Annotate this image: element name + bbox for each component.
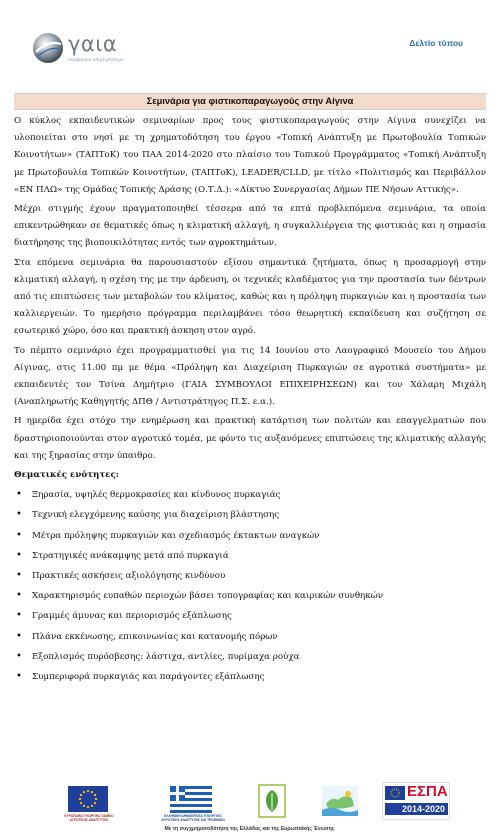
logo-name: γαια <box>68 32 118 56</box>
paragraph: Ο κύκλος εκπαιδευτικών σεμιναρίων προς τους φιστικοπαραγωγούς στην Αίγινα συνεχίζει να υλοποιείται στο νησί με τη χρηματοδότηση του έργου «Τοπική Ανάπτυξη με Πρωτοβουλία Τοπικών Κοινοτήτων» (ΤΑΠΤοΚ) του ΠΑΑ 2014-2020 στο πλαίσιο του Τοπικού Προγράμματος «Τοπική Ανάπτυξη με Πρωτοβουλία Τοπικών Κοινοτήτων, (ΤΑΠΤοΚ), LEADER/CLLD, με τίτλο «Πολιτισμός και Περιβάλλον «ΕΝ ΠΛΩ» της Ομάδας Τοπικής Δράσης (Ο.Τ.Δ.): «Δίκτυο Συνεργασίας Δήμων ΠΕ Νήσων Αττικής». <box>14 116 486 195</box>
islands-map-icon <box>322 786 358 816</box>
espa-band <box>385 803 448 815</box>
espa-logo <box>382 782 450 820</box>
list-item: • Χαρακτηρισμός ευπαθών περιοχών βάσει τοπογραφίας και καιρικών συνθηκών <box>14 586 486 606</box>
funding-footer <box>0 780 499 840</box>
gr-caption: ΕΛΛΗΝΙΚΗ ΔΗΜΟΚΡΑΤΙΑ ΥΠΟΥΡΓΕΙΟ ΑΓΡΟΤΙΚΗΣ ΑΝΑΠΤΥΞΗΣ ΚΑΙ ΤΡΟΦΙΜΩΝ <box>161 814 225 822</box>
paragraph: Μέχρι στιγμής έχουν πραγματοποιηθεί τέσσερα από τα επτά προβλεπόμενα σεμινάρια, τα οποία επικεντρώθηκαν σε θεματικές όπως η κλιματική αλλαγή, η συγκαλλιέργεια της φιστικιάς και η σημασία διατήρησης της βιοποικιλότητας εντός των αγροκτημάτων. <box>14 204 486 249</box>
list-item: • Συμπεριφορά πυρκαγιάς και παράγοντες εξάπλωσης <box>14 667 486 687</box>
leader-logo <box>258 784 286 818</box>
list-item: • Τεχνική ελεγχόμενης καύσης για διαχείριση βλάστησης <box>14 505 486 525</box>
themes-list <box>14 485 486 687</box>
paragraph: Το πέμπτο σεμινάριο έχει προγραμματισθεί για τις 14 Ιουνίου στο Λαογραφικό Μουσείο του Δήμου Αίγινας, στις 11.00 πμ με θέμα «Πρόληψη και Διαχείριση Πυρκαγιών σε αγροτικά συστήματα» με εκπαιδευτές τον Τσίνα Δημήτριο (ΓΑΙΑ ΣΥΜΒΟΥΛΟΙ ΕΠΙΧΕΙΡΗΣΕΩΝ) και τον Χάλαρη Μιχάλη (Αναπληρωτής Καθηγητής ΔΠΘ / Αντιστράτηγος Π.Σ. ε.α.). <box>14 345 486 408</box>
local-group-logo <box>322 786 358 816</box>
document-body <box>14 113 486 687</box>
document-title: Σεμινάρια για φιστικοπαραγωγούς στην Αίγινα <box>14 93 486 110</box>
paragraph: Η ημερίδα έχει στόχο την ενημέρωση και πρακτική κατάρτιση των πολιτών και επαγγελματιών που δραστηριοποιούνται στον αγροτικό τομέα, με φόντο τις αυξανόμενες επιπτώσεις της κλιματικής αλλαγής και της ξηρασίας στην ύπαιθρο. <box>14 416 486 461</box>
gaia-logo <box>30 30 140 70</box>
list-item: • Γραμμές άμυνας και περιορισμός εξάπλωσης <box>14 606 486 626</box>
espa-eu-flag-icon <box>385 786 405 800</box>
greek-flag-logo <box>170 786 212 814</box>
list-item: • Πρακτικές ασκήσεις αξιολόγησης κινδύνου <box>14 566 486 586</box>
eu-flag-icon <box>68 786 108 812</box>
funding-statement: Με τη συγχρηματοδότηση της Ελλάδας και της Ευρωπαϊκής Ένωσης <box>164 826 335 832</box>
press-release-label: Δελτίο τύπου <box>409 38 463 48</box>
list-item: • Εξοπλισμός πυρόσβεσης: λάστιχα, αντλίες, πυρίμαχα ρούχα <box>14 647 486 667</box>
list-item: • Στρατηγικές ανάκαμψης μετά από πυρκαγιά <box>14 546 486 566</box>
paragraph: Στα επόμενα σεμινάρια θα παρουσιαστούν εξίσου σημαντικά ζητήματα, όπως η προσαρμογή στην κλιματική αλλαγή, η σχέση της με την άρδευση, οι τεχνικές κλαδέματος για την προστασία των δέντρων από τις επιπτώσεις των μεταβολών του κλίματος, καθώς και η πρόληψη πυρκαγιών και η προστασία των καλλιεργειών. Το ημερήσιο πρόγραμμα περιλαμβάνει τόσο θεωρητική εκπαίδευση και συζήτηση σε εσωτερικό χώρο, όσο και πρακτική άσκηση στον αγρό. <box>14 257 486 337</box>
logo-tagline: σύμβουλοι επιχειρήσεων <box>68 58 124 63</box>
greek-flag-icon <box>170 786 212 813</box>
leader-leaf-icon <box>258 784 286 818</box>
eu-caption: ΕΥΡΩΠΑΪΚΟ ΓΕΩΡΓΙΚΟ ΤΑΜΕΙΟ ΑΓΡΟΤΙΚΗΣ ΑΝΑΠΤΥΞΗΣ <box>64 814 114 822</box>
themes-heading: Θεματικές ενότητες: <box>14 470 119 481</box>
page-header <box>0 0 499 92</box>
list-item: • Πλάνα εκκένωσης, επικοινωνίας και κατανομής πόρων <box>14 627 486 647</box>
list-item: • Ξηρασία, υψηλές θερμοκρασίες και κίνδυνος πυρκαγιάς <box>14 485 486 505</box>
list-item: • Μέτρα πρόληψης πυρκαγιών και σχεδιασμός έκτακτων αναγκών <box>14 526 486 546</box>
espa-label: ΕΣΠΑ <box>407 783 448 800</box>
eu-flag-logo <box>68 786 108 814</box>
gaia-globe-icon <box>30 30 66 66</box>
espa-years: 2014-2020 <box>401 804 445 814</box>
